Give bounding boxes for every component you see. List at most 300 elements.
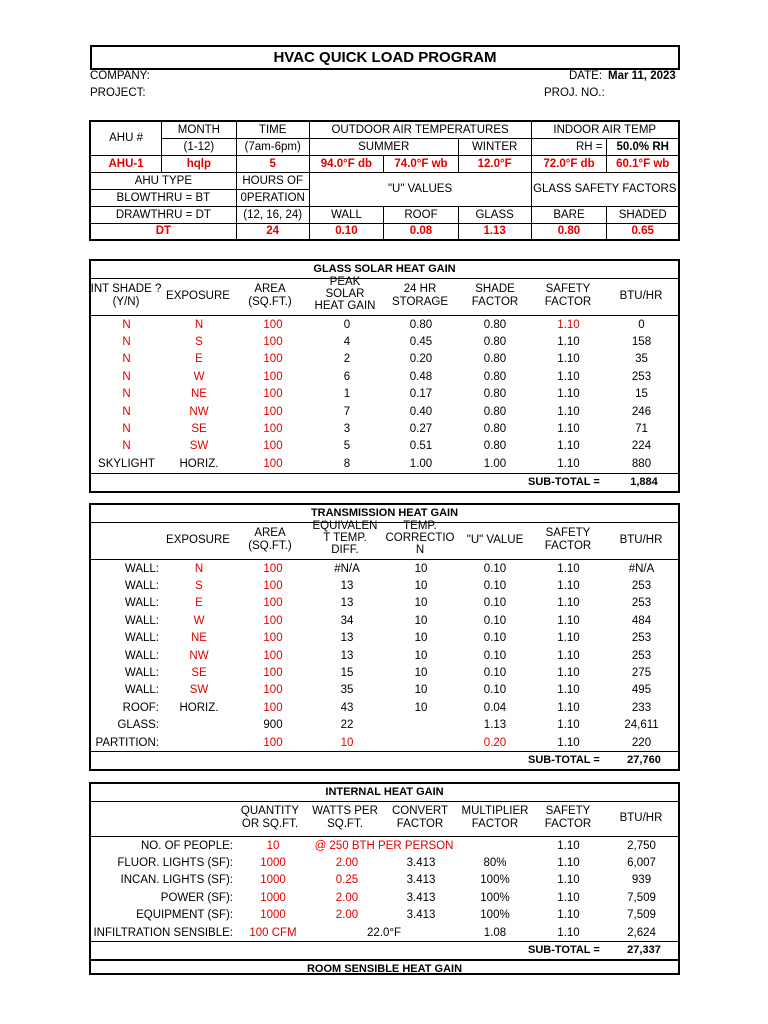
trans-correction-cell: 10 [414, 597, 428, 610]
trans-area-cell: 100 [263, 632, 283, 645]
trans-row [91, 595, 678, 612]
solar-col-storage: 24 HR STORAGE [391, 283, 449, 308]
trans-equiv-cell: 15 [340, 667, 354, 680]
u-values-label: "U" VALUES [309, 172, 531, 206]
internal-row [91, 872, 678, 889]
solar-col-area: AREA (SQ.FT.) [248, 283, 292, 308]
solar-row [91, 316, 678, 333]
hours-label: HOURS OF [236, 172, 309, 189]
solar-peak-cell: 8 [343, 457, 351, 470]
page-title: HVAC QUICK LOAD PROGRAM [90, 45, 680, 70]
trans-equiv-cell: 34 [340, 614, 354, 627]
solar-safety-cell: 1.10 [557, 318, 580, 331]
solar-peak-cell: 1 [343, 388, 351, 401]
solar-exposure-cell: S [195, 336, 203, 349]
ahu-type-value: DT [90, 223, 236, 240]
internal-mult-cell: 80% [483, 857, 507, 870]
trans-label-cell: ROOF: [122, 701, 159, 714]
trans-safety-cell: 1.10 [557, 736, 580, 749]
trans-equiv-cell: 13 [340, 649, 354, 662]
trans-u-cell: 0.10 [483, 667, 507, 680]
trans-col-equiv: EQUIVALEN T TEMP. DIFF. [312, 520, 378, 556]
trans-correction-cell: 10 [414, 667, 428, 680]
trans-u-cell: 0.10 [483, 684, 507, 697]
blowthru-label: BLOWTHRU = BT [90, 189, 236, 206]
infiltration-row [91, 924, 678, 941]
trans-col-temp: TEMP. CORRECTIO N [385, 520, 455, 556]
internal-mult-cell: 100% [480, 891, 510, 904]
solar-column-headers [90, 276, 678, 316]
trans-area-cell: 100 [263, 649, 283, 662]
project-label: PROJECT: [90, 87, 146, 99]
proj-no-label: PROJ. NO.: [544, 87, 605, 99]
trans-safety-cell: 1.10 [557, 632, 580, 645]
solar-storage-cell: 0.17 [409, 388, 433, 401]
internal-section [89, 782, 680, 975]
internal-qty-cell: 1000 [260, 857, 286, 870]
solar-exposure-cell: NW [189, 405, 209, 418]
people-btu: 2,750 [627, 839, 656, 852]
trans-area-cell: 900 [263, 719, 283, 732]
solar-btu-cell: 0 [638, 318, 645, 331]
solar-shade-cell: SKYLIGHT [98, 457, 155, 470]
trans-col-safety: SAFETY FACTOR [544, 527, 592, 552]
internal-row [91, 907, 678, 924]
trans-area-cell: 100 [263, 701, 283, 714]
trans-correction-cell [384, 734, 458, 751]
solar-shade-factor-cell: 0.80 [483, 423, 507, 436]
internal-subtotal-label: SUB-TOTAL = [528, 944, 600, 957]
solar-col-exposure: EXPOSURE [166, 290, 230, 302]
solar-area-cell: 100 [263, 405, 283, 418]
solar-shade-factor-cell: 0.80 [483, 353, 507, 366]
solar-area-cell: 100 [263, 336, 283, 349]
internal-convert-cell: 3.413 [406, 857, 436, 870]
trans-row [91, 630, 678, 647]
solar-peak-cell: 3 [343, 423, 351, 436]
solar-title: GLASS SOLAR HEAT GAIN [91, 261, 678, 279]
trans-exposure-cell: S [195, 580, 203, 593]
trans-btu-cell: 495 [631, 684, 652, 697]
trans-safety-cell: 1.10 [557, 649, 580, 662]
internal-col-safety: SAFETY FACTOR [544, 805, 592, 830]
trans-row [91, 699, 678, 716]
time-value: 5 [236, 155, 309, 172]
trans-correction-cell: 10 [414, 684, 428, 697]
solar-col-safety: SAFETY FACTOR [544, 283, 592, 308]
trans-column-headers [91, 520, 678, 560]
trans-u-cell: 1.13 [483, 719, 507, 732]
company-label: COMPANY: [90, 70, 150, 82]
time-label: TIME [236, 121, 309, 138]
internal-qty-cell: 1000 [260, 909, 286, 922]
internal-row [91, 889, 678, 906]
solar-btu-cell: 35 [635, 353, 648, 366]
trans-col-btu: BTU/HR [619, 534, 663, 546]
bare-value: 0.80 [531, 223, 607, 240]
trans-equiv-cell: 43 [340, 701, 354, 714]
solar-shade-cell: N [122, 440, 131, 453]
solar-exposure-cell: SW [189, 440, 209, 453]
solar-exposure-cell: N [194, 318, 204, 331]
people-row [91, 837, 678, 854]
winter-label: WINTER [458, 138, 531, 155]
solar-safety-cell: 1.10 [557, 370, 580, 383]
internal-convert-cell: 3.413 [406, 874, 436, 887]
solar-shade-factor-cell: 0.80 [483, 318, 507, 331]
trans-exposure-cell: SW [189, 684, 209, 697]
trans-exposure-cell [162, 717, 236, 734]
operation-label: 0PERATION [236, 189, 309, 206]
trans-col-exposure: EXPOSURE [166, 534, 230, 546]
trans-btu-cell: 253 [631, 649, 652, 662]
internal-btu-cell: 7,509 [627, 909, 656, 922]
trans-equiv-cell: 13 [340, 597, 354, 610]
indoor-wb-value: 60.1°F wb [607, 155, 679, 172]
internal-safety-cell: 1.10 [557, 874, 580, 887]
solar-peak-cell: 0 [343, 318, 351, 331]
trans-subtotal-label: SUB-TOTAL = [528, 754, 600, 767]
infiltration-label: INFILTRATION SENSIBLE: [93, 926, 233, 939]
solar-safety-cell: 1.10 [557, 353, 580, 366]
date-label: DATE: [569, 70, 603, 82]
ahu-table [89, 120, 680, 241]
trans-equiv-cell: 35 [340, 684, 354, 697]
solar-row [91, 420, 678, 437]
trans-u-cell: 0.10 [483, 562, 507, 575]
trans-safety-cell: 1.10 [557, 580, 580, 593]
solar-row [91, 403, 678, 420]
ahu-label: AHU # [90, 121, 162, 155]
ahu-type-label: AHU TYPE [90, 172, 236, 189]
internal-label-cell: INCAN. LIGHTS (SF): [120, 874, 233, 887]
trans-label-cell: PARTITION: [95, 736, 159, 749]
solar-subtotal-value: 1,884 [630, 475, 658, 488]
solar-storage-cell: 0.51 [409, 440, 433, 453]
solar-storage-cell: 1.00 [409, 457, 433, 470]
trans-area-cell: 100 [263, 736, 283, 749]
internal-table [91, 837, 678, 941]
solar-col-shade: SHADE FACTOR [471, 283, 519, 308]
solar-storage-cell: 0.20 [409, 353, 433, 366]
rh-label: RH = [531, 138, 607, 155]
solar-row [91, 438, 678, 455]
solar-exposure-cell: NE [191, 388, 207, 401]
solar-safety-cell: 1.10 [557, 405, 580, 418]
trans-label-cell: WALL: [124, 597, 159, 610]
internal-subtotal-row [91, 941, 678, 959]
infiltration-temp: 22.0°F [366, 926, 401, 939]
trans-row [91, 664, 678, 681]
solar-safety-cell: 1.10 [557, 336, 580, 349]
solar-storage-cell: 0.40 [409, 405, 433, 418]
trans-safety-cell: 1.10 [557, 667, 580, 680]
solar-col-btu: BTU/HR [619, 290, 663, 302]
trans-btu-cell: 220 [631, 736, 652, 749]
solar-area-cell: 100 [263, 318, 283, 331]
solar-shade-cell: N [122, 353, 131, 366]
internal-safety-cell: 1.10 [557, 857, 580, 870]
trans-equiv-cell: 13 [340, 580, 354, 593]
solar-area-cell: 100 [263, 353, 283, 366]
solar-area-cell: 100 [263, 388, 283, 401]
trans-row [91, 717, 678, 734]
rh-value: 50.0% RH [607, 138, 679, 155]
solar-shade-factor-cell: 0.80 [483, 440, 507, 453]
internal-qty-cell: 1000 [260, 874, 286, 887]
indoor-label: INDOOR AIR TEMP [531, 121, 679, 138]
wall-u-value: 0.10 [309, 223, 384, 240]
month-range: (1-12) [162, 138, 237, 155]
trans-exposure-cell: NE [191, 632, 207, 645]
internal-row [91, 854, 678, 871]
trans-area-cell: 100 [263, 614, 283, 627]
internal-column-headers [91, 802, 678, 837]
infiltration-safety: 1.10 [557, 926, 580, 939]
trans-correction-cell: 10 [414, 632, 428, 645]
people-safety: 1.10 [557, 839, 580, 852]
summer-label: SUMMER [309, 138, 458, 155]
summer-wb-value: 74.0°F wb [384, 155, 459, 172]
internal-label-cell: FLUOR. LIGHTS (SF): [117, 857, 233, 870]
trans-exposure-cell: W [193, 614, 205, 627]
trans-btu-cell: 233 [631, 701, 652, 714]
internal-watts-cell: 2.00 [335, 857, 359, 870]
solar-peak-cell: 7 [343, 405, 351, 418]
internal-label-cell: EQUIPMENT (SF): [136, 909, 233, 922]
solar-exposure-cell: HORIZ. [179, 457, 219, 470]
trans-row [91, 560, 678, 577]
trans-label-cell: WALL: [124, 667, 159, 680]
internal-btu-cell: 7,509 [627, 891, 656, 904]
internal-col-mult: MULTIPLIER FACTOR [461, 805, 529, 830]
trans-equiv-cell: 13 [340, 632, 354, 645]
trans-subtotal-row [91, 751, 678, 769]
month-value: hqlp [162, 155, 237, 172]
trans-exposure-cell: SE [191, 667, 207, 680]
solar-subtotal-row [91, 473, 678, 491]
trans-correction-cell: 10 [414, 614, 428, 627]
trans-area-cell: 100 [263, 562, 283, 575]
trans-label-cell: WALL: [124, 562, 159, 575]
trans-row [91, 577, 678, 594]
trans-safety-cell: 1.10 [557, 701, 580, 714]
solar-area-cell: 100 [263, 440, 283, 453]
trans-label-cell: WALL: [124, 684, 159, 697]
solar-btu-cell: 246 [631, 405, 652, 418]
shaded-value: 0.65 [607, 223, 679, 240]
internal-convert-cell: 3.413 [406, 909, 436, 922]
solar-safety-cell: 1.10 [557, 388, 580, 401]
trans-btu-cell: 253 [631, 632, 652, 645]
trans-btu-cell: 253 [631, 597, 652, 610]
roof-u-value: 0.08 [384, 223, 459, 240]
glass-u-value: 1.13 [458, 223, 531, 240]
solar-exposure-cell: W [193, 370, 205, 383]
solar-shade-factor-cell: 0.80 [483, 370, 507, 383]
internal-btu-cell: 939 [631, 874, 652, 887]
trans-u-cell: 0.10 [483, 580, 507, 593]
solar-btu-cell: 15 [635, 388, 648, 401]
infiltration-factor: 1.08 [483, 926, 507, 939]
solar-area-cell: 100 [263, 370, 283, 383]
trans-btu-cell: #N/A [628, 562, 655, 575]
internal-col-watts: WATTS PER SQ.FT. [312, 805, 378, 830]
solar-btu-cell: 158 [631, 336, 652, 349]
trans-label-cell: WALL: [124, 614, 159, 627]
glass-label: GLASS [458, 206, 531, 223]
trans-label-cell: WALL: [124, 632, 159, 645]
ahu-value: AHU-1 [90, 155, 162, 172]
trans-row [91, 734, 678, 751]
bare-label: BARE [531, 206, 607, 223]
solar-safety-cell: 1.10 [557, 457, 580, 470]
internal-col-convert: CONVERT FACTOR [391, 805, 449, 830]
trans-safety-cell: 1.10 [557, 562, 580, 575]
solar-subtotal-label: SUB-TOTAL = [528, 475, 600, 488]
trans-correction-cell [384, 717, 458, 734]
trans-area-cell: 100 [263, 667, 283, 680]
internal-mult-cell: 100% [480, 874, 510, 887]
solar-shade-cell: N [122, 318, 131, 331]
solar-area-cell: 100 [263, 457, 283, 470]
internal-title: INTERNAL HEAT GAIN [91, 784, 678, 802]
trans-correction-cell: 10 [414, 562, 428, 575]
solar-row [91, 386, 678, 403]
people-note: @ 250 BTH PER PERSON [314, 839, 454, 852]
internal-convert-cell: 3.413 [406, 891, 436, 904]
trans-correction-cell: 10 [414, 580, 428, 593]
trans-safety-cell: 1.10 [557, 614, 580, 627]
date-value: Mar 11, 2023 [608, 70, 676, 82]
solar-row [91, 455, 678, 472]
infiltration-qty: 100 CFM [249, 926, 297, 939]
trans-area-cell: 100 [263, 580, 283, 593]
trans-btu-cell: 253 [631, 580, 652, 593]
trans-label-cell: WALL: [124, 580, 159, 593]
internal-mult-cell: 100% [480, 909, 510, 922]
people-label: NO. OF PEOPLE: [140, 839, 233, 852]
internal-watts-cell: 0.25 [335, 874, 359, 887]
solar-shade-cell: N [122, 423, 131, 436]
trans-area-cell: 100 [263, 597, 283, 610]
trans-area-cell: 100 [263, 684, 283, 697]
shaded-label: SHADED [607, 206, 679, 223]
trans-label-cell: GLASS: [117, 719, 159, 732]
indoor-db-value: 72.0°F db [531, 155, 607, 172]
trans-correction-cell: 10 [414, 649, 428, 662]
trans-safety-cell: 1.10 [557, 597, 580, 610]
solar-peak-cell: 5 [343, 440, 351, 453]
solar-row [91, 368, 678, 385]
trans-u-cell: 0.04 [483, 701, 507, 714]
solar-row [91, 351, 678, 368]
internal-label-cell: POWER (SF): [160, 891, 233, 904]
trans-u-cell: 0.10 [483, 597, 507, 610]
trans-equiv-cell: #N/A [334, 562, 360, 575]
trans-table [91, 560, 678, 751]
solar-btu-cell: 224 [631, 440, 652, 453]
trans-u-cell: 0.10 [483, 632, 507, 645]
solar-shade-factor-cell: 0.80 [483, 405, 507, 418]
solar-peak-cell: 6 [343, 370, 351, 383]
solar-shade-cell: N [122, 370, 131, 383]
internal-qty-cell: 1000 [260, 891, 286, 904]
solar-safety-cell: 1.10 [557, 423, 580, 436]
room-sensible-heading: ROOM SENSIBLE HEAT GAIN [91, 959, 678, 977]
outdoor-label: OUTDOOR AIR TEMPERATURES [309, 121, 531, 138]
trans-col-area: AREA (SQ.FT.) [248, 527, 292, 552]
solar-area-cell: 100 [263, 423, 283, 436]
solar-peak-cell: 4 [343, 336, 351, 349]
solar-shade-factor-cell: 0.80 [483, 336, 507, 349]
trans-equiv-cell: 10 [340, 736, 354, 749]
trans-subtotal-value: 27,760 [627, 754, 661, 767]
trans-exposure-cell [162, 734, 236, 751]
solar-shade-cell: N [122, 336, 131, 349]
solar-btu-cell: 253 [631, 370, 652, 383]
internal-col-qty: QUANTITY OR SQ.FT. [240, 805, 300, 830]
infiltration-btu: 2,624 [627, 926, 656, 939]
trans-u-cell: 0.20 [483, 736, 507, 749]
trans-u-cell: 0.10 [483, 649, 507, 662]
trans-exposure-cell: E [195, 597, 203, 610]
trans-exposure-cell: NW [189, 649, 209, 662]
month-label: MONTH [162, 121, 237, 138]
solar-btu-cell: 880 [631, 457, 652, 470]
trans-equiv-cell: 22 [340, 719, 354, 732]
solar-shade-factor-cell: 1.00 [483, 457, 507, 470]
transmission-section [89, 503, 680, 771]
trans-correction-cell: 10 [414, 701, 428, 714]
glass-safety-label: GLASS SAFETY FACTORS [531, 172, 679, 206]
solar-shade-cell: N [122, 388, 131, 401]
trans-exposure-cell: HORIZ. [179, 701, 219, 714]
trans-row [91, 647, 678, 664]
trans-col-u: "U" VALUE [466, 534, 524, 546]
trans-title: TRANSMISSION HEAT GAIN [91, 505, 678, 523]
trans-btu-cell: 484 [631, 614, 652, 627]
wall-label: WALL [309, 206, 384, 223]
time-range: (7am-6pm) [236, 138, 309, 155]
internal-btu-cell: 6,007 [627, 857, 656, 870]
solar-row [91, 333, 678, 350]
trans-u-cell: 0.10 [483, 614, 507, 627]
internal-safety-cell: 1.10 [557, 909, 580, 922]
trans-btu-cell: 24,611 [624, 719, 659, 732]
solar-storage-cell: 0.27 [409, 423, 433, 436]
internal-watts-cell: 2.00 [335, 891, 359, 904]
trans-btu-cell: 275 [631, 667, 652, 680]
internal-watts-cell: 2.00 [335, 909, 359, 922]
hours-value: 24 [236, 223, 309, 240]
drawthru-label: DRAWTHRU = DT [90, 206, 236, 223]
summer-db-value: 94.0°F db [309, 155, 384, 172]
solar-col-peak: PEAK SOLAR HEAT GAIN [314, 276, 376, 312]
people-qty: 10 [266, 839, 280, 852]
internal-col-btu: BTU/HR [619, 812, 663, 824]
solar-storage-cell: 0.48 [409, 370, 433, 383]
internal-safety-cell: 1.10 [557, 891, 580, 904]
trans-safety-cell: 1.10 [557, 684, 580, 697]
internal-subtotal-value: 27,337 [627, 944, 661, 957]
solar-shade-cell: N [122, 405, 131, 418]
hours-options: (12, 16, 24) [236, 206, 309, 223]
solar-section [89, 259, 680, 493]
solar-storage-cell: 0.80 [409, 318, 433, 331]
solar-peak-cell: 2 [343, 353, 351, 366]
solar-col-intshade: INT SHADE ? (Y/N) [90, 283, 162, 308]
